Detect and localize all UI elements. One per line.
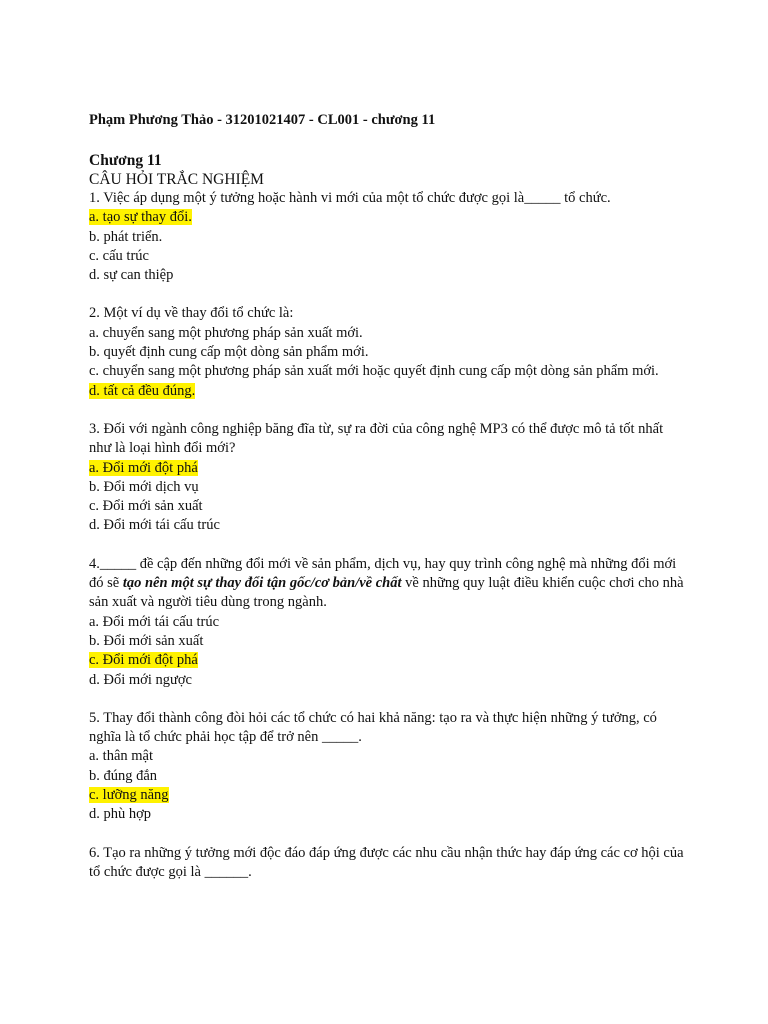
question-4 bbox=[89, 555, 689, 690]
document-page bbox=[89, 110, 689, 882]
section-heading: CÂU HỎI TRẮC NGHIỆM bbox=[89, 171, 264, 188]
option-b: b. đúng đắn bbox=[89, 767, 158, 784]
question-3 bbox=[89, 420, 689, 536]
option-d: d. phù hợp bbox=[89, 806, 152, 823]
question-text-emphasis: tạo nên một sự thay đổi tận gốc/cơ bản/về chất bbox=[122, 575, 402, 592]
question-text: 2. Một ví dụ về thay đổi tổ chức là: bbox=[89, 305, 294, 322]
question-2 bbox=[89, 304, 689, 400]
option-a bbox=[89, 459, 689, 478]
question-text: 3. Đối với ngành công nghiệp băng đĩa từ, sự ra đời của công nghệ MP3 có thể được mô tả tốt nhất như là loại hình đổi mới? bbox=[89, 420, 664, 457]
question-text: 5. Thay đổi thành công đòi hỏi các tổ chức có hai khả năng: tạo ra và thực hiện những ý tưởng, có nghĩa là tổ chức phải học tập để trở nên _____. bbox=[89, 709, 657, 746]
highlighted-answer: a. Đổi mới đột phá bbox=[89, 459, 198, 476]
highlighted-answer: c. lưỡng năng bbox=[89, 787, 169, 804]
question-text-start: 4._____ đề cập đến những đổi mới về sản phẩm, dịch vụ, hay quy trình công nghệ mà những đổi mới đó sẽ bbox=[89, 555, 677, 592]
chapter-title: Chương 11 bbox=[89, 152, 162, 169]
spacer bbox=[89, 536, 689, 555]
highlighted-answer: c. Đổi mới đột phá bbox=[89, 652, 198, 669]
highlighted-answer: a. tạo sự thay đổi. bbox=[89, 209, 192, 226]
option-c: c. Đổi mới sản xuất bbox=[89, 498, 203, 515]
option-a: a. thân mật bbox=[89, 748, 154, 765]
question-5 bbox=[89, 709, 689, 825]
option-a: a. chuyển sang một phương pháp sản xuất mới. bbox=[89, 324, 363, 341]
option-d: d. Đổi mới tái cấu trúc bbox=[89, 517, 220, 534]
question-6 bbox=[89, 844, 689, 883]
option-a: a. Đổi mới tái cấu trúc bbox=[89, 613, 220, 630]
question-text-end: về những quy luật điều khiển cuộc chơi cho nhà sản xuất và người tiêu dùng trong ngành. bbox=[89, 575, 684, 611]
option-d: d. sự can thiệp bbox=[89, 267, 174, 284]
question-text: 1. Việc áp dụng một ý tưởng hoặc hành vi mới của một tổ chức được gọi là_____ tổ chức. bbox=[89, 190, 611, 206]
highlighted-answer: d. tất cả đều đúng. bbox=[89, 382, 196, 399]
option-b: b. phát triển. bbox=[89, 228, 163, 245]
option-d: d. Đổi mới ngược bbox=[89, 671, 192, 688]
option-b: b. Đổi mới dịch vụ bbox=[89, 478, 199, 495]
spacer bbox=[89, 690, 689, 709]
author-line: Phạm Phương Thảo - 31201021407 - CL001 - chương 11 bbox=[89, 112, 436, 128]
question-text bbox=[89, 555, 689, 613]
option-c: c. chuyển sang một phương pháp sản xuất mới hoặc quyết định cung cấp một dòng sản phẩm mới. bbox=[89, 363, 659, 380]
question-1 bbox=[89, 189, 689, 285]
question-text: 6. Tạo ra những ý tưởng mới độc đáo đáp ứng được các nhu cầu nhận thức hay đáp ứng các cơ hội của tổ chức được gọi là ______. bbox=[89, 844, 684, 880]
spacer bbox=[89, 401, 689, 420]
option-d bbox=[89, 382, 689, 401]
option-c bbox=[89, 651, 689, 670]
option-c: c. cấu trúc bbox=[89, 247, 149, 264]
option-a bbox=[89, 208, 689, 227]
option-c bbox=[89, 786, 689, 805]
spacer bbox=[89, 825, 689, 844]
spacer bbox=[89, 285, 689, 304]
option-b: b. Đổi mới sản xuất bbox=[89, 632, 204, 649]
option-b: b. quyết định cung cấp một dòng sản phẩm mới. bbox=[89, 344, 369, 361]
